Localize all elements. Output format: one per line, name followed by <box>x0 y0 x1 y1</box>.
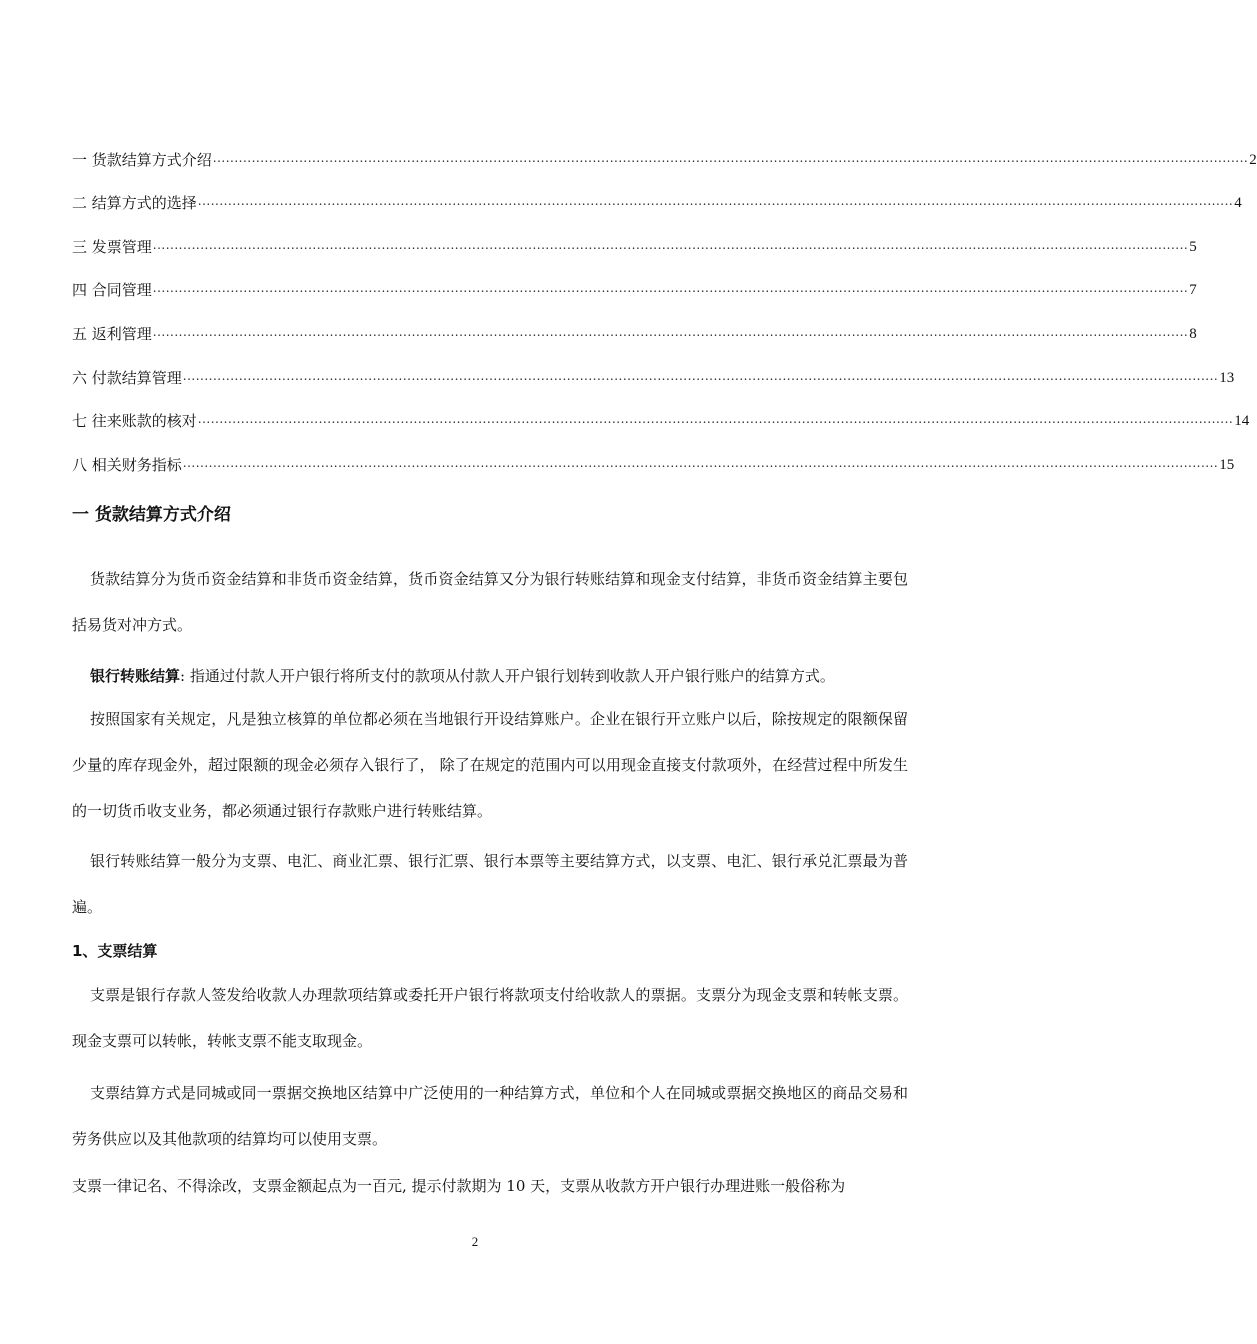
toc-entry[interactable] <box>72 344 1235 388</box>
toc-entry[interactable] <box>72 126 1257 170</box>
toc-dot-leader: ................................................................................................................................................................................................................................................ <box>152 324 1189 339</box>
toc-entry-page: 7 <box>1189 282 1197 299</box>
cheque-subheading: 1、支票结算 <box>72 942 158 960</box>
toc-entry-title: 六 付款结算管理 <box>72 368 182 387</box>
toc-dot-leader: ................................................................................................................................................................................................................................................ <box>182 368 1219 383</box>
regulation-paragraph: 按照国家有关规定，凡是独立核算的单位都必须在当地银行开设结算账户。企业在银行开立账户以后，除按规定的限额保留少量的库存现金外，超过限额的现金必须存入银行了， 除了在规定的范围内可以用现金直接支付款项外，在经营过程中所发生的一切货币收支业务，都必须通过银行存款账户进行转账结算。 <box>72 710 908 820</box>
toc-entry-title: 四 合同管理 <box>72 281 152 300</box>
toc-entry-page: 13 <box>1219 369 1235 386</box>
toc-entry-title: 八 相关财务指标 <box>72 455 182 474</box>
toc-entry-page: 14 <box>1234 413 1250 430</box>
toc-entry[interactable] <box>72 170 1242 214</box>
toc-entry-page: 8 <box>1189 325 1197 342</box>
toc-dot-leader: ................................................................................................................................................................................................................................................ <box>182 455 1219 470</box>
section-heading: 一 货款结算方式介绍 <box>72 505 231 525</box>
bank-transfer-paragraph <box>72 664 908 688</box>
toc-dot-leader: ................................................................................................................................................................................................................................................ <box>152 281 1189 296</box>
bank-transfer-term: 银行转账结算 <box>90 667 181 685</box>
toc-entry-title: 五 返利管理 <box>72 324 152 343</box>
cheque-rules-paragraph: 支票一律记名、不得涂改，支票金额起点为一百元, 提示付款期为 10 天，支票从收款方开户银行办理进账一般俗称为 <box>72 1177 846 1195</box>
types-paragraph: 银行转账结算一般分为支票、电汇、商业汇票、银行汇票、银行本票等主要结算方式，以支票、电汇、银行承兑汇票最为普遍。 <box>72 852 908 916</box>
toc-dot-leader: ................................................................................................................................................................................................................................................ <box>197 412 1234 427</box>
toc-entry-page: 2 <box>1249 151 1257 168</box>
toc-dot-leader: ................................................................................................................................................................................................................................................ <box>152 237 1189 252</box>
page-number: 2 <box>471 1234 479 1249</box>
toc-entry[interactable] <box>72 431 1235 475</box>
toc-entry[interactable] <box>72 213 1197 257</box>
cheque-usage-paragraph: 支票结算方式是同城或同一票据交换地区结算中广泛使用的一种结算方式，单位和个人在同城或票据交换地区的商品交易和劳务供应以及其他款项的结算均可以使用支票。 <box>72 1084 908 1148</box>
toc-entry-title: 一 货款结算方式介绍 <box>72 150 212 169</box>
toc-entry[interactable] <box>72 257 1197 301</box>
toc-dot-leader: ................................................................................................................................................................................................................................................ <box>212 150 1249 165</box>
toc-entry-title: 三 发票管理 <box>72 237 152 256</box>
toc-entry[interactable] <box>72 388 1250 432</box>
toc-entry-page: 5 <box>1189 238 1197 255</box>
toc-entry-page: 15 <box>1219 456 1235 473</box>
intro-paragraph: 货款结算分为货币资金结算和非货币资金结算，货币资金结算又分为银行转账结算和现金支付结算，非货币资金结算主要包括易货对冲方式。 <box>72 570 908 634</box>
toc-entry-title: 七 往来账款的核对 <box>72 412 197 431</box>
toc-entry[interactable] <box>72 300 1197 344</box>
toc-entry-title: 二 结算方式的选择 <box>72 194 197 213</box>
bank-transfer-definition: : 指通过付款人开户银行将所支付的款项从付款人开户银行划转到收款人开户银行账户的结算方式。 <box>180 667 835 685</box>
cheque-definition-paragraph: 支票是银行存款人签发给收款人办理款项结算或委托开户银行将款项支付给收款人的票据。支票分为现金支票和转帐支票。现金支票可以转帐，转帐支票不能支取现金。 <box>72 986 908 1050</box>
table-of-contents <box>72 126 1257 475</box>
toc-entry-page: 4 <box>1234 195 1242 212</box>
toc-dot-leader: ................................................................................................................................................................................................................................................ <box>197 194 1234 209</box>
